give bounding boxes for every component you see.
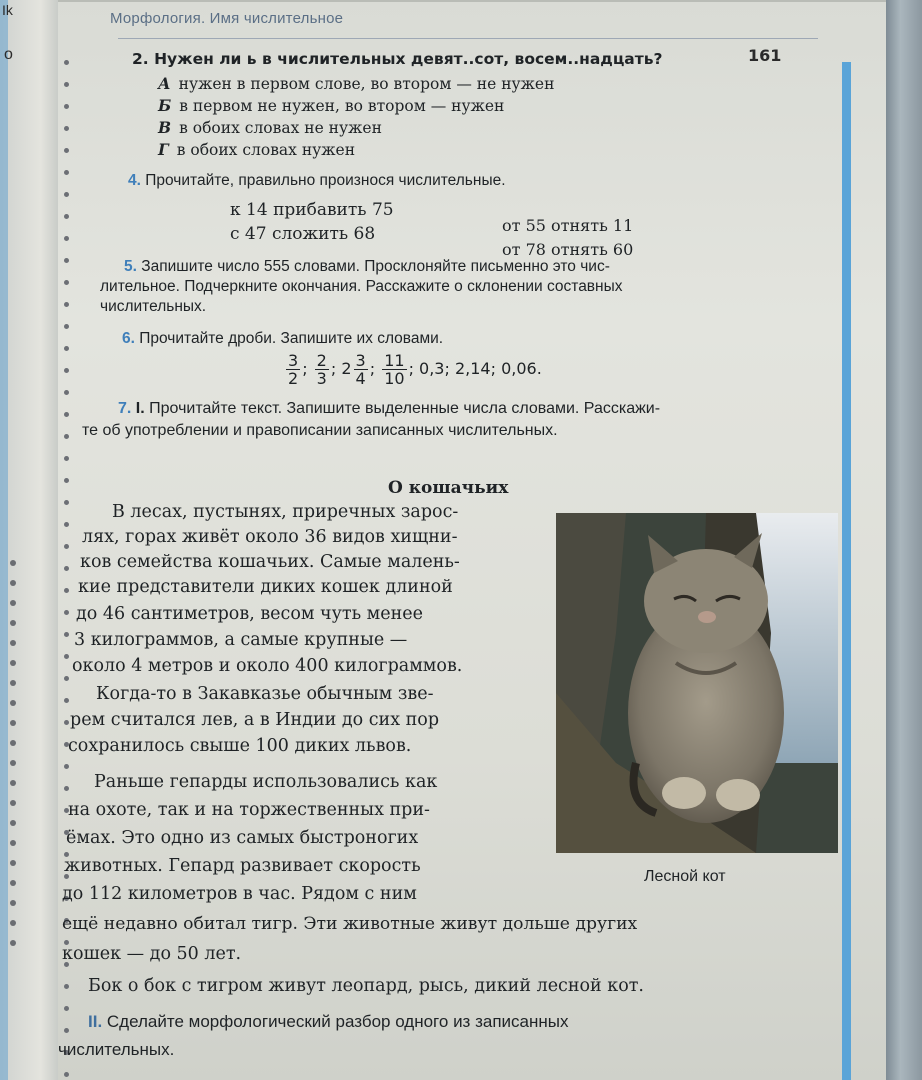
story-line: до 112 километров в час. Рядом с ним bbox=[62, 884, 417, 904]
story-line: около 4 метров и около 400 килограммов. bbox=[72, 656, 463, 676]
task6-fractions: $\frac{3}{2}$ ; $\frac{2}{3}$ ; 2 $\frac{3}{4}$ ; $\frac{11}{10}$ ; 0,3; 2,14; 0,06. bbox=[288, 351, 542, 388]
fraction-3: $\frac{3}{4}$ bbox=[355, 351, 366, 388]
task7-line-1: 7. I. Прочитайте текст. Запишите выделенные числа словами. Расскажи- bbox=[118, 400, 661, 417]
left-page-fragment-top: Ik bbox=[2, 2, 13, 18]
story-line: сохранилось свыше 100 диких львов. bbox=[68, 736, 412, 756]
story-line: Бок о бок с тигром живут леопард, рысь, дикий лесной кот. bbox=[88, 976, 644, 996]
photo-caption: Лесной кот bbox=[644, 868, 726, 885]
running-head: Морфология. Имя числительное bbox=[110, 10, 344, 27]
task4-expression-3: от 55 отнять 11 bbox=[502, 216, 634, 235]
task2-option-b: Б в первом не нужен, во втором — нужен bbox=[158, 96, 505, 115]
story-line: кие представители диких кошек длиной bbox=[78, 577, 453, 597]
story-line: лях, горах живёт около 36 видов хищни- bbox=[82, 527, 458, 547]
task5-line-2: лительное. Подчеркните окончания. Расскажите о склонении составных bbox=[100, 278, 623, 295]
left-margin-dots bbox=[10, 560, 16, 960]
story-line: ков семейства кошачьих. Самые малень- bbox=[80, 552, 460, 572]
story-line: ещё недавно обитал тигр. Эти животные живут дольше других bbox=[62, 914, 638, 934]
task2-option-d: Г в обоих словах нужен bbox=[158, 140, 356, 159]
story-line: Раньше гепарды использовались как bbox=[94, 772, 438, 792]
task5-line-1: 5. Запишите число 555 словами. Просклоняйте письменно это чис- bbox=[124, 258, 610, 275]
fraction-1: $\frac{3}{2}$ bbox=[288, 351, 299, 388]
story-line: 3 килограммов, а самые крупные — bbox=[74, 630, 408, 650]
task6-decimals: ; 0,3; 2,14; 0,06. bbox=[408, 359, 542, 378]
story-line: рем считался лев, а в Индии до сих пор bbox=[70, 710, 440, 730]
task7-line-2: те об употреблении и правописании записанных числительных. bbox=[82, 422, 558, 439]
task7-part2-line-2: числительных. bbox=[58, 1040, 175, 1059]
task4-expression-4: от 78 отнять 60 bbox=[502, 240, 634, 259]
story-line: В лесах, пустынях, приречных зарос- bbox=[112, 502, 459, 522]
task7-part2-line-1: II. Сделайте морфологический разбор одного из записанных bbox=[88, 1012, 569, 1031]
task5-line-3: числительных. bbox=[100, 298, 207, 315]
page-number: 161 bbox=[748, 46, 782, 65]
story-line: на охоте, так и на торжественных при- bbox=[68, 800, 430, 820]
story-line: до 46 сантиметров, весом чуть менее bbox=[76, 604, 424, 624]
fraction-4: $\frac{11}{10}$ bbox=[384, 351, 405, 388]
story-title: О кошачьих bbox=[388, 478, 509, 498]
task2-option-a: А нужен в первом слове, во втором — не нужен bbox=[158, 74, 555, 93]
story-line: ёмах. Это одно из самых быстроногих bbox=[66, 828, 419, 848]
page-margin-bar bbox=[842, 62, 851, 1080]
story-line: кошек — до 50 лет. bbox=[62, 944, 242, 964]
left-page-fragment-mid: о bbox=[4, 46, 13, 63]
forest-cat-photo bbox=[556, 513, 838, 853]
textbook-page bbox=[58, 0, 886, 1080]
task4-expression-1: к 14 прибавить 75 bbox=[230, 200, 394, 220]
task4-expression-2: с 47 сложить 68 bbox=[230, 224, 376, 244]
header-rule bbox=[118, 38, 818, 39]
story-line: животных. Гепард развивает скорость bbox=[64, 856, 421, 876]
task2-option-c: В в обоих словах не нужен bbox=[158, 118, 382, 137]
task4-instruction: 4. Прочитайте, правильно произнося числительные. bbox=[128, 172, 506, 189]
task2-question: 2. Нужен ли ь в числительных девят..сот, восем..надцать? bbox=[132, 50, 663, 68]
left-page-edge bbox=[0, 0, 58, 1080]
fraction-2: $\frac{2}{3}$ bbox=[316, 351, 327, 388]
right-edge-background bbox=[886, 0, 922, 1080]
story-line: Когда-то в Закавказье обычным зве- bbox=[96, 684, 434, 704]
task6-instruction: 6. Прочитайте дроби. Запишите их словами. bbox=[122, 330, 444, 347]
